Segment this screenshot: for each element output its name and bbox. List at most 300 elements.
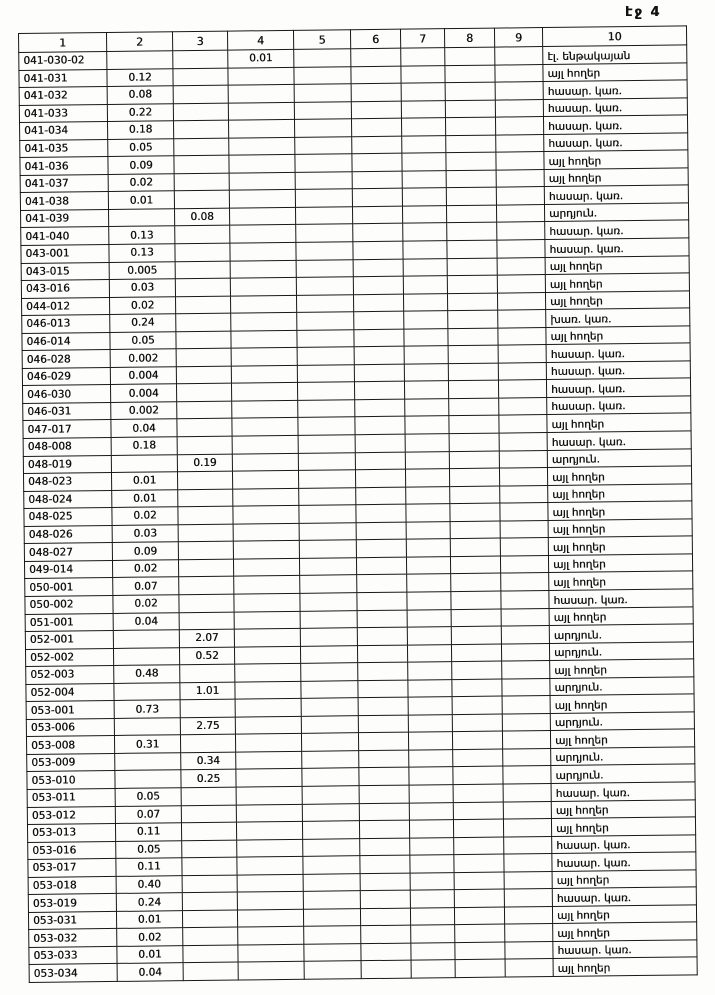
empty-col8-cell	[453, 802, 503, 820]
land-use-cell: այլ հողեր	[553, 957, 697, 976]
empty-col6-cell	[351, 83, 401, 101]
empty-col8-cell	[445, 100, 495, 118]
value-col4-cell	[233, 541, 299, 559]
empty-col9-cell	[498, 362, 546, 380]
code-cell: 041-033	[19, 104, 107, 123]
value-col4-cell	[235, 681, 301, 699]
empty-col8-cell	[451, 609, 501, 627]
value-col3-cell: 2.75	[180, 717, 235, 735]
value-col4-cell	[231, 383, 297, 401]
empty-col6-cell	[354, 346, 404, 364]
value-col3-cell: 0.08	[175, 208, 230, 226]
column-header-7: 7	[400, 29, 444, 48]
value-col3-cell	[176, 331, 231, 349]
value-col4-cell	[234, 628, 300, 646]
land-use-cell: այլ հողեր	[548, 536, 692, 555]
empty-col9-cell	[500, 520, 548, 538]
value-col3-cell	[183, 927, 238, 945]
empty-col5-cell	[295, 136, 352, 154]
empty-col8-cell	[446, 187, 496, 205]
empty-col6-cell	[360, 855, 410, 873]
empty-col8-cell	[449, 398, 499, 416]
value-col3-cell	[178, 489, 233, 507]
value-col4-cell	[233, 523, 299, 541]
value-col4-cell	[235, 699, 301, 717]
empty-col8-cell	[452, 661, 502, 679]
code-cell: 048-025	[24, 508, 112, 527]
value-col2-cell: 0.13	[109, 226, 175, 244]
empty-col8-cell	[455, 959, 505, 977]
value-col2-cell: 0.48	[114, 665, 180, 683]
land-use-cell: հասար. կառ.	[549, 589, 693, 608]
empty-col6-cell	[360, 908, 410, 926]
value-col3-cell	[178, 559, 233, 577]
empty-col7-cell	[403, 276, 447, 294]
value-col3-cell: 1.01	[180, 682, 235, 700]
empty-col6-cell	[353, 241, 403, 259]
empty-col5-cell	[301, 698, 358, 716]
code-cell: 053-016	[28, 841, 116, 860]
empty-col6-cell	[353, 294, 403, 312]
code-cell: 041-034	[20, 122, 108, 141]
value-col3-cell	[175, 226, 230, 244]
empty-col5-cell	[295, 207, 352, 225]
empty-col6-cell	[354, 364, 404, 382]
column-header-10: 10	[542, 26, 686, 47]
column-header-2: 2	[106, 32, 172, 52]
value-col2-cell: 0.02	[112, 507, 178, 525]
land-use-cell: արդյուն.	[549, 641, 693, 660]
empty-col5-cell	[301, 680, 358, 698]
land-use-cell: այլ հողեր	[550, 729, 694, 748]
code-cell: 052-003	[26, 666, 114, 685]
value-col3-cell	[177, 436, 232, 454]
empty-col5-cell	[297, 382, 354, 400]
land-use-cell: այլ հողեր	[549, 606, 693, 625]
empty-col7-cell	[401, 118, 445, 136]
value-col2-cell: 0.05	[110, 331, 176, 349]
value-col2-cell: 0.01	[111, 472, 177, 490]
column-header-9: 9	[494, 28, 542, 48]
empty-col7-cell	[402, 206, 446, 224]
land-use-cell: այլ հողեր	[551, 817, 695, 836]
empty-col8-cell	[453, 766, 503, 784]
value-col2-cell: 0.24	[116, 893, 182, 911]
empty-col6-cell	[360, 873, 410, 891]
value-col2-cell: 0.73	[114, 700, 180, 718]
empty-col5-cell	[298, 400, 355, 418]
value-col4-cell	[237, 856, 303, 874]
empty-col8-cell	[447, 258, 497, 276]
empty-col7-cell	[410, 890, 454, 908]
empty-col6-cell	[356, 522, 406, 540]
code-cell: 043-016	[21, 280, 109, 299]
empty-col6-cell	[359, 750, 409, 768]
empty-col5-cell	[296, 277, 353, 295]
empty-col6-cell	[359, 785, 409, 803]
empty-col7-cell	[406, 486, 450, 504]
empty-col9-cell	[504, 889, 552, 907]
empty-col8-cell	[446, 170, 496, 188]
empty-col9-cell	[505, 941, 553, 959]
empty-col8-cell	[455, 924, 505, 942]
value-col4-cell	[231, 330, 297, 348]
value-col3-cell	[182, 875, 237, 893]
empty-col9-cell	[503, 766, 551, 784]
value-col2-cell: 0.08	[107, 86, 173, 104]
empty-col8-cell	[446, 152, 496, 170]
code-cell: 050-002	[25, 595, 113, 614]
empty-col5-cell	[303, 908, 360, 926]
value-col3-cell: 2.07	[179, 629, 234, 647]
land-use-cell: հասար. կառ.	[545, 220, 689, 239]
value-col3-cell	[179, 576, 234, 594]
empty-col6-cell	[358, 680, 408, 698]
code-cell: 052-001	[25, 631, 113, 650]
value-col2-cell: 0.07	[113, 577, 179, 595]
empty-col6-cell	[360, 890, 410, 908]
code-cell: 043-001	[21, 244, 109, 263]
value-col4-cell	[236, 786, 302, 804]
value-col3-cell	[174, 120, 229, 138]
value-col4-cell	[230, 225, 296, 243]
empty-col6-cell	[352, 171, 402, 189]
empty-col9-cell	[496, 152, 544, 170]
value-col3-cell	[176, 383, 231, 401]
empty-col9-cell	[503, 748, 551, 766]
empty-col8-cell	[451, 644, 501, 662]
value-col4-cell	[231, 348, 297, 366]
value-col2-cell	[115, 770, 181, 788]
value-col4-cell	[234, 593, 300, 611]
value-col4-cell	[235, 716, 301, 734]
empty-col8-cell	[450, 538, 500, 556]
code-cell: 053-009	[27, 753, 115, 772]
empty-col9-cell	[497, 292, 545, 310]
empty-col7-cell	[401, 48, 445, 66]
empty-col7-cell	[408, 732, 452, 750]
empty-col7-cell	[405, 416, 449, 434]
land-use-cell: այլ հողեր	[551, 799, 695, 818]
code-cell: 053-031	[28, 911, 116, 930]
value-col2-cell: 0.002	[110, 349, 176, 367]
code-cell: 046-031	[23, 402, 111, 421]
empty-col7-cell	[402, 188, 446, 206]
empty-col9-cell	[504, 854, 552, 872]
empty-col9-cell	[498, 327, 546, 345]
value-col3-cell	[175, 278, 230, 296]
value-col4-cell	[237, 874, 303, 892]
value-col3-cell	[183, 945, 238, 963]
value-col3-cell	[181, 805, 236, 823]
value-col2-cell: 0.01	[116, 910, 182, 928]
empty-col6-cell	[358, 697, 408, 715]
empty-col7-cell	[406, 556, 450, 574]
value-col3-cell	[179, 612, 234, 630]
land-use-cell: հասար. կառ.	[543, 115, 687, 134]
code-cell: 052-004	[26, 683, 114, 702]
empty-col9-cell	[500, 555, 548, 573]
empty-col7-cell	[407, 592, 451, 610]
empty-col5-cell	[303, 873, 360, 891]
code-cell: 046-029	[22, 367, 110, 386]
empty-col8-cell	[445, 117, 495, 135]
value-col3-cell	[175, 243, 230, 261]
land-use-cell: հասար. կառ.	[551, 782, 695, 801]
code-cell: 046-014	[22, 332, 110, 351]
land-use-cell: հասար. կառ.	[543, 80, 687, 99]
value-col2-cell: 0.22	[107, 103, 173, 121]
empty-col5-cell	[303, 856, 360, 874]
empty-col9-cell	[495, 64, 543, 82]
value-col2-cell: 0.03	[112, 524, 178, 542]
value-col3-cell	[177, 401, 232, 419]
value-col2-cell	[114, 682, 180, 700]
land-parcel-table	[18, 25, 698, 983]
empty-col6-cell	[357, 575, 407, 593]
value-col2-cell: 0.13	[109, 244, 175, 262]
value-col2-cell	[113, 630, 179, 648]
land-use-cell: այլ հողեր	[550, 694, 694, 713]
code-cell: 053-013	[27, 824, 115, 843]
empty-col6-cell	[356, 487, 406, 505]
empty-col5-cell	[303, 891, 360, 909]
empty-col9-cell	[503, 819, 551, 837]
land-use-cell: հասար. կառ.	[546, 361, 690, 380]
empty-col6-cell	[360, 838, 410, 856]
column-header-1: 1	[19, 32, 107, 52]
empty-col8-cell	[447, 275, 497, 293]
code-cell: 053-019	[28, 894, 116, 913]
value-col4-cell	[234, 576, 300, 594]
empty-col6-cell	[351, 66, 401, 84]
empty-col8-cell	[452, 696, 502, 714]
empty-col6-cell	[353, 276, 403, 294]
empty-col5-cell	[299, 522, 356, 540]
empty-col8-cell	[447, 240, 497, 258]
land-use-cell: հասար. կառ.	[544, 185, 688, 204]
value-col4-cell	[233, 558, 299, 576]
empty-col8-cell	[445, 47, 495, 65]
value-col4-cell	[229, 155, 295, 173]
empty-col5-cell	[296, 259, 353, 277]
empty-col8-cell	[451, 626, 501, 644]
empty-col6-cell	[354, 311, 404, 329]
empty-col5-cell	[297, 329, 354, 347]
value-col4-cell	[230, 242, 296, 260]
empty-col8-cell	[454, 837, 504, 855]
empty-col6-cell	[359, 803, 409, 821]
empty-col5-cell	[300, 628, 357, 646]
empty-col8-cell	[448, 380, 498, 398]
value-col3-cell	[182, 840, 237, 858]
empty-col7-cell	[403, 293, 447, 311]
column-header-8: 8	[444, 28, 494, 48]
value-col2-cell: 0.05	[115, 788, 181, 806]
value-col2-cell: 0.04	[111, 419, 177, 437]
empty-col9-cell	[497, 240, 545, 258]
empty-col6-cell	[356, 504, 406, 522]
empty-col9-cell	[504, 836, 552, 854]
code-cell: 053-008	[26, 736, 114, 755]
column-header-5: 5	[293, 30, 350, 50]
land-use-cell: այլ հողեր	[548, 554, 692, 573]
value-col3-cell	[183, 963, 238, 981]
code-cell: 043-015	[21, 262, 109, 281]
code-cell: 041-040	[21, 227, 109, 246]
land-use-cell: այլ հողեր	[546, 326, 690, 345]
land-use-cell: այլ հողեր	[552, 905, 696, 924]
empty-col6-cell	[355, 434, 405, 452]
empty-col7-cell	[405, 469, 449, 487]
land-use-cell: արդյուն.	[550, 677, 694, 696]
empty-col6-cell	[352, 136, 402, 154]
empty-col6-cell	[358, 732, 408, 750]
value-col2-cell: 0.02	[113, 595, 179, 613]
empty-col9-cell	[503, 801, 551, 819]
value-col3-cell	[176, 313, 231, 331]
empty-col7-cell	[403, 258, 447, 276]
value-col3-cell	[175, 261, 230, 279]
code-cell: 046-030	[23, 385, 111, 404]
code-cell: 051-001	[25, 613, 113, 632]
value-col3-cell	[174, 155, 229, 173]
empty-col5-cell	[302, 751, 359, 769]
empty-col5-cell	[302, 786, 359, 804]
code-cell: 053-034	[29, 964, 117, 983]
empty-col5-cell	[302, 803, 359, 821]
value-col3-cell	[181, 822, 236, 840]
land-use-cell: էլ. ենթակայան	[543, 45, 687, 64]
value-col2-cell	[114, 717, 180, 735]
empty-col8-cell	[448, 345, 498, 363]
empty-col7-cell	[405, 451, 449, 469]
empty-col5-cell	[301, 733, 358, 751]
code-cell: 048-024	[24, 490, 112, 509]
empty-col8-cell	[448, 328, 498, 346]
value-col4-cell	[228, 84, 294, 102]
empty-col9-cell	[502, 678, 550, 696]
land-use-cell: արդյուն.	[551, 764, 695, 783]
empty-col9-cell	[505, 924, 553, 942]
empty-col5-cell	[298, 435, 355, 453]
empty-col5-cell	[298, 452, 355, 470]
empty-col6-cell	[354, 382, 404, 400]
land-use-cell: այլ հողեր	[543, 62, 687, 81]
empty-col8-cell	[448, 310, 498, 328]
value-col3-cell	[174, 173, 229, 191]
land-use-cell: արդյուն.	[544, 203, 688, 222]
code-cell: 041-031	[19, 69, 107, 88]
value-col3-cell	[178, 506, 233, 524]
code-cell: 049-014	[24, 560, 112, 579]
empty-col9-cell	[498, 310, 546, 328]
value-col3-cell	[179, 594, 234, 612]
code-cell: 041-030-02	[19, 51, 107, 70]
empty-col9-cell	[505, 959, 553, 977]
code-cell: 046-028	[22, 350, 110, 369]
empty-col7-cell	[406, 521, 450, 539]
empty-col9-cell	[502, 661, 550, 679]
empty-col6-cell	[352, 206, 402, 224]
empty-col9-cell	[500, 538, 548, 556]
value-col4-cell	[228, 67, 294, 85]
code-cell: 053-018	[28, 876, 116, 895]
empty-col8-cell	[450, 503, 500, 521]
value-col3-cell	[180, 664, 235, 682]
empty-col6-cell	[359, 768, 409, 786]
code-cell: 041-038	[20, 192, 108, 211]
empty-col8-cell	[452, 714, 502, 732]
empty-col7-cell	[409, 749, 453, 767]
value-col4-cell	[231, 365, 297, 383]
empty-col7-cell	[404, 363, 448, 381]
empty-col9-cell	[500, 503, 548, 521]
value-col4-cell	[236, 804, 302, 822]
land-use-cell: այլ հողեր	[549, 571, 693, 590]
land-use-cell: այլ հողեր	[545, 273, 689, 292]
empty-col9-cell	[501, 626, 549, 644]
land-use-cell: հասար. կառ.	[553, 940, 697, 959]
empty-col5-cell	[304, 926, 361, 944]
empty-col5-cell	[302, 768, 359, 786]
empty-col8-cell	[454, 872, 504, 890]
empty-col5-cell	[294, 66, 351, 84]
empty-col5-cell	[299, 487, 356, 505]
value-col2-cell: 0.04	[117, 963, 183, 981]
empty-col9-cell	[495, 47, 543, 65]
value-col3-cell: 0.52	[179, 647, 234, 665]
empty-col9-cell	[496, 204, 544, 222]
value-col2-cell: 0.09	[108, 156, 174, 174]
empty-col8-cell	[453, 784, 503, 802]
empty-col9-cell	[502, 731, 550, 749]
empty-col6-cell	[361, 925, 411, 943]
value-col4-cell	[236, 821, 302, 839]
empty-col8-cell	[445, 65, 495, 83]
empty-col7-cell	[411, 960, 455, 978]
code-cell: 053-033	[29, 946, 117, 965]
land-use-cell: հասար. կառ.	[552, 852, 696, 871]
empty-col7-cell	[410, 837, 454, 855]
empty-col5-cell	[294, 101, 351, 119]
value-col3-cell	[182, 910, 237, 928]
empty-col5-cell	[295, 154, 352, 172]
empty-col5-cell	[296, 294, 353, 312]
value-col4-cell	[235, 663, 301, 681]
empty-col7-cell	[408, 679, 452, 697]
value-col2-cell: 0.02	[112, 560, 178, 578]
empty-col7-cell	[402, 170, 446, 188]
land-use-cell: արդյուն.	[550, 712, 694, 731]
empty-col6-cell	[356, 557, 406, 575]
empty-col8-cell	[451, 591, 501, 609]
code-cell: 047-017	[23, 420, 111, 439]
empty-col5-cell	[300, 575, 357, 593]
value-col4-cell	[236, 751, 302, 769]
land-use-cell: հասար. կառ.	[546, 343, 690, 362]
empty-col7-cell	[409, 785, 453, 803]
value-col2-cell: 0.40	[116, 875, 182, 893]
empty-col7-cell	[405, 434, 449, 452]
empty-col9-cell	[495, 99, 543, 117]
code-cell: 048-026	[24, 525, 112, 544]
empty-col9-cell	[497, 222, 545, 240]
empty-col6-cell	[355, 469, 405, 487]
empty-col9-cell	[502, 696, 550, 714]
land-use-cell: այլ հողեր	[552, 870, 696, 889]
code-cell: 041-032	[19, 87, 107, 106]
